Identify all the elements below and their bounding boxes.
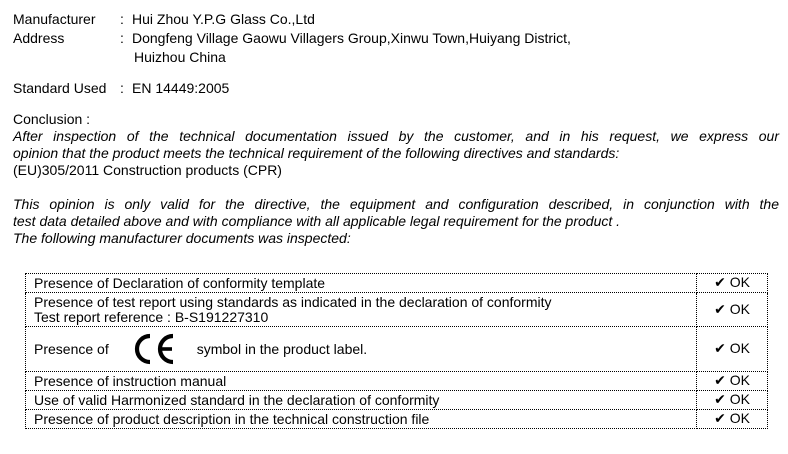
validity-paragraph-line-1: This opinion is only valid for the directive, the equipment and configuration described, in conjunction with the: [13, 196, 779, 212]
check-mark-icon: ✔: [714, 341, 726, 357]
status-text: OK: [729, 391, 750, 407]
check-status: [697, 293, 768, 327]
status-text: OK: [729, 410, 750, 426]
check-description: [26, 293, 697, 327]
check-description: Use of valid Harmonized standard in the declaration of conformity: [26, 391, 697, 410]
check-description-after: symbol in the product label.: [196, 340, 368, 357]
check-description: [26, 327, 697, 372]
validity-paragraph-line-2: test data detailed above and with compliance with all applicable legal requirement for the product .: [13, 213, 621, 229]
table-row: [26, 372, 768, 391]
check-status: [697, 410, 768, 429]
check-mark-icon: ✔: [714, 275, 726, 291]
manufacturer-label: Manufacturer: [13, 11, 96, 27]
document-body: [13, 10, 779, 247]
status-text: OK: [729, 300, 750, 317]
address-line-2: Huizhou China: [134, 49, 226, 65]
check-description-line-2: Test report reference : B-S191227310: [34, 308, 269, 325]
status-text: OK: [729, 274, 750, 290]
field-separator: :: [120, 30, 124, 46]
check-description-before: Presence of: [34, 340, 109, 357]
status-text: OK: [729, 372, 750, 388]
check-status: [697, 391, 768, 410]
standard-label: Standard Used: [13, 80, 107, 96]
manufacturer-row: [13, 10, 779, 29]
table-row: [26, 391, 768, 410]
table-row: [26, 327, 768, 372]
status-text: OK: [729, 340, 750, 356]
check-description: Presence of instruction manual: [26, 372, 697, 391]
check-description: Presence of Declaration of conformity template: [26, 274, 697, 293]
address-label: Address: [13, 30, 65, 46]
check-status: [697, 274, 768, 293]
conclusion-paragraph-1-line-1: After inspection of the technical documentation issued by the customer, and in his request, we express our: [13, 128, 779, 144]
table-row: [26, 274, 768, 293]
conclusion-paragraph-1-line-2: opinion that the product meets the technical requirement of the following directives and standards:: [13, 145, 620, 161]
inspection-table: [25, 273, 768, 429]
table-row: [26, 410, 768, 429]
table-row: [26, 293, 768, 327]
check-status: [697, 372, 768, 391]
check-mark-icon: ✔: [714, 301, 726, 318]
field-separator: :: [120, 11, 124, 27]
address-line-1: Dongfeng Village Gaowu Villagers Group,Xinwu Town,Huiyang District,: [132, 30, 571, 46]
check-description: Presence of product description in the technical construction file: [26, 410, 697, 429]
regulation-text: (EU)305/2011 Construction products (CPR): [13, 162, 282, 178]
check-mark-icon: ✔: [714, 411, 726, 427]
validity-paragraph-line-3: The following manufacturer documents was inspected:: [13, 230, 351, 246]
check-description-line-1: Presence of test report using standards as indicated in the declaration of conformity: [34, 293, 552, 310]
check-status: [697, 327, 768, 372]
standard-row: [13, 79, 779, 98]
manufacturer-value: Hui Zhou Y.P.G Glass Co.,Ltd: [132, 11, 315, 27]
check-mark-icon: ✔: [714, 373, 726, 389]
field-separator: :: [120, 80, 124, 96]
ce-mark-icon: [133, 332, 177, 366]
address-row: [13, 29, 779, 48]
conclusion-heading: Conclusion :: [13, 111, 91, 127]
standard-value: EN 14449:2005: [132, 80, 230, 96]
check-mark-icon: ✔: [714, 392, 726, 408]
